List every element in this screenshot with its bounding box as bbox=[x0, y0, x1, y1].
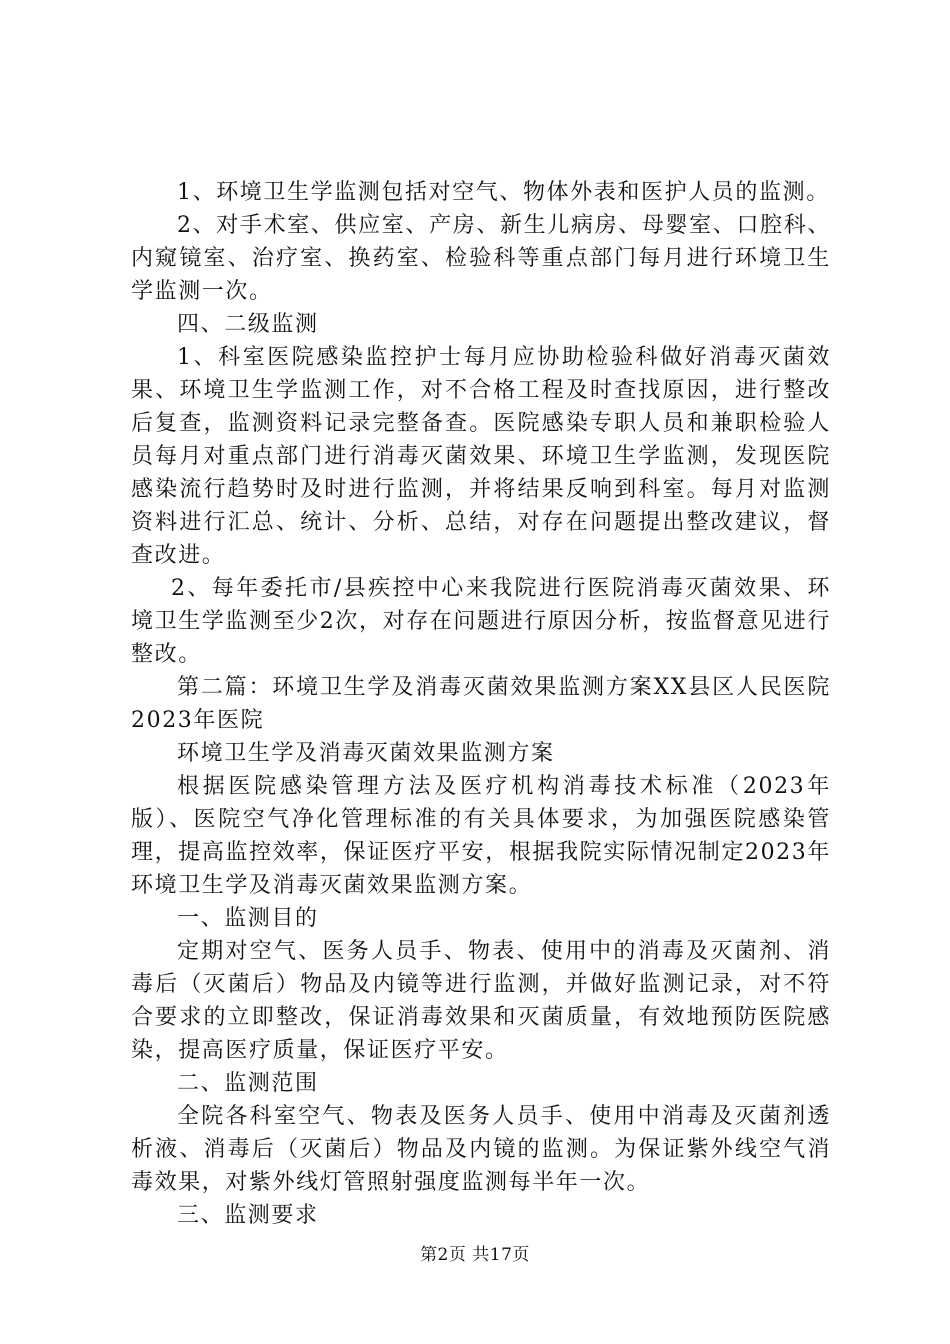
plan-title: 环境卫生学及消毒灭菌效果监测方案 bbox=[177, 741, 555, 766]
paragraph-key-departments: 2、对手术室、供应室、产房、新生儿病房、母婴室、口腔科、内窥镜室、治疗室、换药室、检验科等重点部门每月进行环境卫生学监测一次。 bbox=[131, 213, 831, 304]
paragraph-nurse-duties: 1、科室医院感染监控护士每月应协助检验科做好消毒灭菌效果、环境卫生学监测工作，对不合格工程及时查找原因，进行整改后复查，监测资料记录完整备查。医院感染专职人员和兼职检验人员每月对重点部门进行消毒灭菌效果、环境卫生学监测，发现医院感染流行趋势时及时进行监测，并将结果反响到科室。每月对监测资料进行汇总、统计、分析、总结，对存在问题提出整改建议，督查改进。 bbox=[131, 345, 831, 568]
paragraph-purpose: 定期对空气、医务人员手、物表、使用中的消毒及灭菌剂、消毒后（灭菌后）物品及内镜等进行监测，并做好监测记录，对不符合要求的立即整改，保证消毒效果和灭菌质量，有效地预防医院感染，提高医疗质量，保证医疗平安。 bbox=[131, 939, 831, 1063]
paragraph-basis: 根据医院感染管理方法及医疗机构消毒技术标准（2023年版）、医院空气净化管理标准的有关具体要求，为加强医院感染管理，提高监控效率，保证医疗平安，根据我院实际情况制定2023年环境卫生学及消毒灭菌效果监测方案。 bbox=[131, 774, 831, 898]
section-heading-requirements: 三、监测要求 bbox=[177, 1203, 319, 1228]
page-number-footer: 第2页 共17页 bbox=[420, 1245, 530, 1265]
section-heading-range: 二、监测范围 bbox=[177, 1071, 319, 1096]
paragraph-monitoring-scope: 1、环境卫生学监测包括对空气、物体外表和医护人员的监测。 bbox=[177, 180, 830, 205]
document-body bbox=[131, 176, 831, 1232]
section-heading-secondary-monitoring: 四、二级监测 bbox=[177, 312, 319, 337]
chapter-title-part-two: 第二篇：环境卫生学及消毒灭菌效果监测方案XX县区人民医院2023年医院 bbox=[131, 675, 831, 733]
section-heading-purpose: 一、监测目的 bbox=[177, 906, 319, 931]
paragraph-range: 全院各科室空气、物表及医务人员手、使用中消毒及灭菌剂透析液、消毒后（灭菌后）物品及内镜的监测。为保证紫外线空气消毒效果，对紫外线灯管照射强度监测每半年一次。 bbox=[131, 1104, 831, 1195]
paragraph-annual-cdc: 2、每年委托市/县疾控中心来我院进行医院消毒灭菌效果、环境卫生学监测至少2次，对存在问题进行原因分析，按监督意见进行整改。 bbox=[131, 576, 831, 667]
